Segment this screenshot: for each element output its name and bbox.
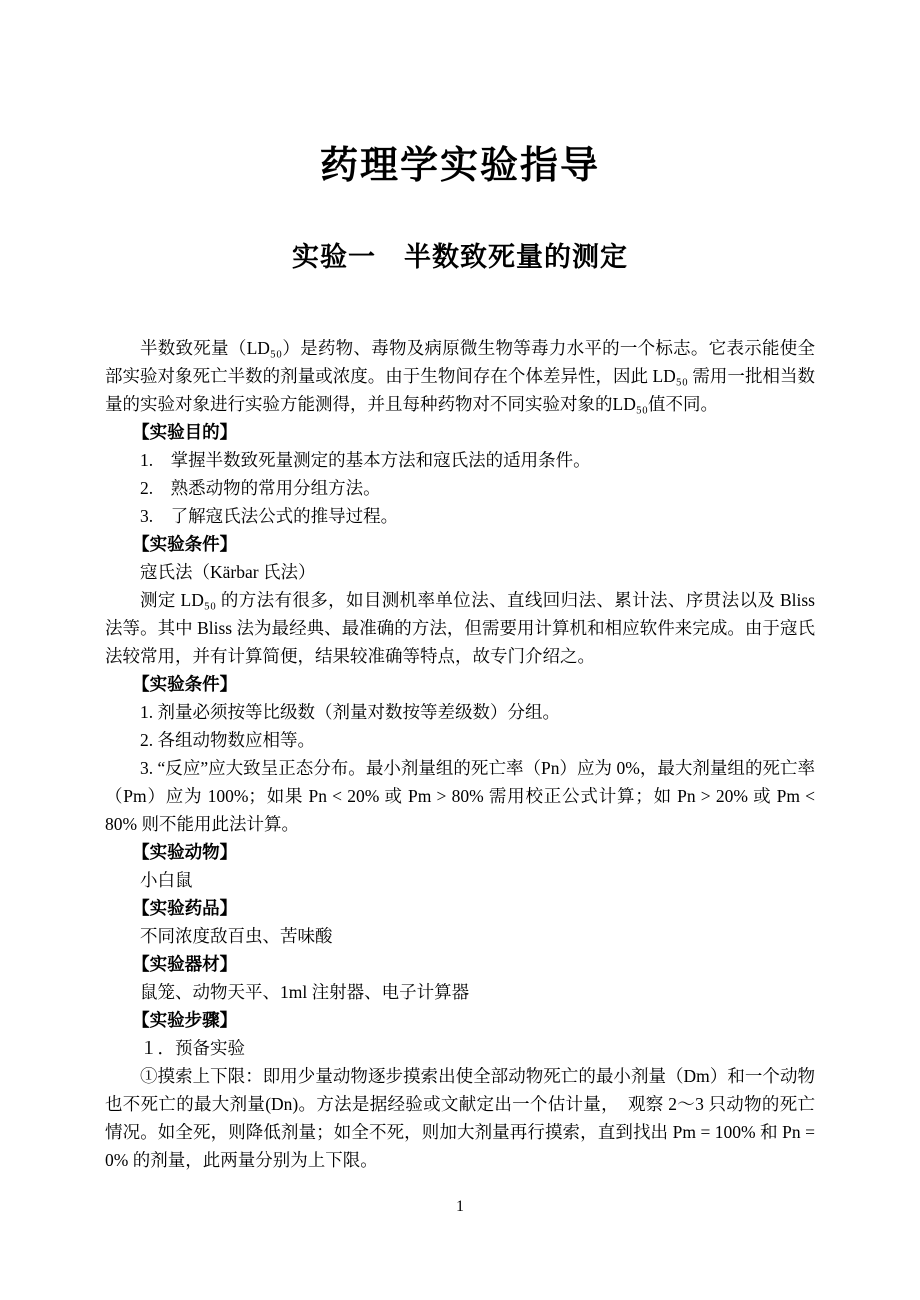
experiment-title: 实验一 半数致死量的测定 bbox=[292, 242, 628, 272]
paragraph-intro: 半数致死量（LD₅₀）是药物、毒物及病原微生物等毒力水平的一个标志。它表示能使全部实验对象死亡半数的剂量或浓度。由于生物间存在个体差异性，因此 LD₅₀ 需用一批相当数量的实验对象进行实验方能测得，并且每种药物对不同实验对象的LD₅₀值不同。 bbox=[105, 338, 815, 414]
paragraph-animals: 小白鼠 bbox=[140, 870, 193, 890]
paragraph-karbar-method: 寇氏法（Kärbar 氏法） bbox=[140, 562, 316, 582]
paragraph-step-explore-limits: ①摸索上下限：即用少量动物逐步摸索出使全部动物死亡的最小剂量（Dm）和一个动物也不死亡的最大剂量(Dn)。方法是据经验或文献定出一个估计量， 观察 2～3 只动物的死亡情况。如全死，则降低剂量；如全不死，则加大剂量再行摸索，直到找出 Pm = 100% 和 Pn = 0% 的剂量，此两量分别为上下限。 bbox=[105, 1066, 815, 1170]
purpose-item-2: 2. 熟悉动物的常用分组方法。 bbox=[140, 478, 381, 498]
heading-experiment-conditions-1: 【实验条件】 bbox=[132, 534, 238, 554]
purpose-item-3: 3. 了解寇氏法公式的推导过程。 bbox=[140, 506, 399, 526]
heading-experiment-drugs: 【实验药品】 bbox=[132, 898, 238, 918]
heading-experiment-equipment: 【实验器材】 bbox=[132, 954, 238, 974]
heading-experiment-purpose: 【实验目的】 bbox=[132, 422, 238, 442]
paragraph-drugs: 不同浓度敌百虫、苦味酸 bbox=[140, 926, 333, 946]
heading-experiment-animals: 【实验动物】 bbox=[132, 842, 238, 862]
paragraph-equipment: 鼠笼、动物天平、1ml 注射器、电子计算器 bbox=[140, 982, 470, 1002]
heading-experiment-conditions-2: 【实验条件】 bbox=[132, 674, 238, 694]
page-number: 1 bbox=[456, 1198, 464, 1215]
paragraph-method-overview: 测定 LD₅₀ 的方法有很多，如目测机率单位法、直线回归法、累计法、序贯法以及 Bliss 法等。其中 Bliss 法为最经典、最准确的方法，但需要用计算机和相应软件来完成。由于寇氏法较常用，并有计算简便，结果较准确等特点，故专门介绍之。 bbox=[105, 590, 815, 666]
condition-item-3: 3. “反应”应大致呈正态分布。最小剂量组的死亡率（Pn）应为 0%，最大剂量组的死亡率（Pm）应为 100%；如果 Pn < 20% 或 Pm > 80% 需用校正公式计算；如 Pn > 20% 或 Pm < 80% 则不能用此法计算。 bbox=[105, 758, 815, 834]
document-title: 药理学实验指导 bbox=[319, 145, 600, 187]
condition-item-2: 2. 各组动物数应相等。 bbox=[140, 730, 315, 750]
condition-item-1: 1. 剂量必须按等比级数（剂量对数按等差级数）分组。 bbox=[140, 702, 560, 722]
document-body bbox=[105, 334, 815, 1174]
paragraph-pre-experiment: １．预备实验 bbox=[140, 1038, 245, 1058]
heading-experiment-steps: 【实验步骤】 bbox=[132, 1010, 238, 1030]
purpose-item-1: 1. 掌握半数致死量测定的基本方法和寇氏法的适用条件。 bbox=[140, 450, 591, 470]
